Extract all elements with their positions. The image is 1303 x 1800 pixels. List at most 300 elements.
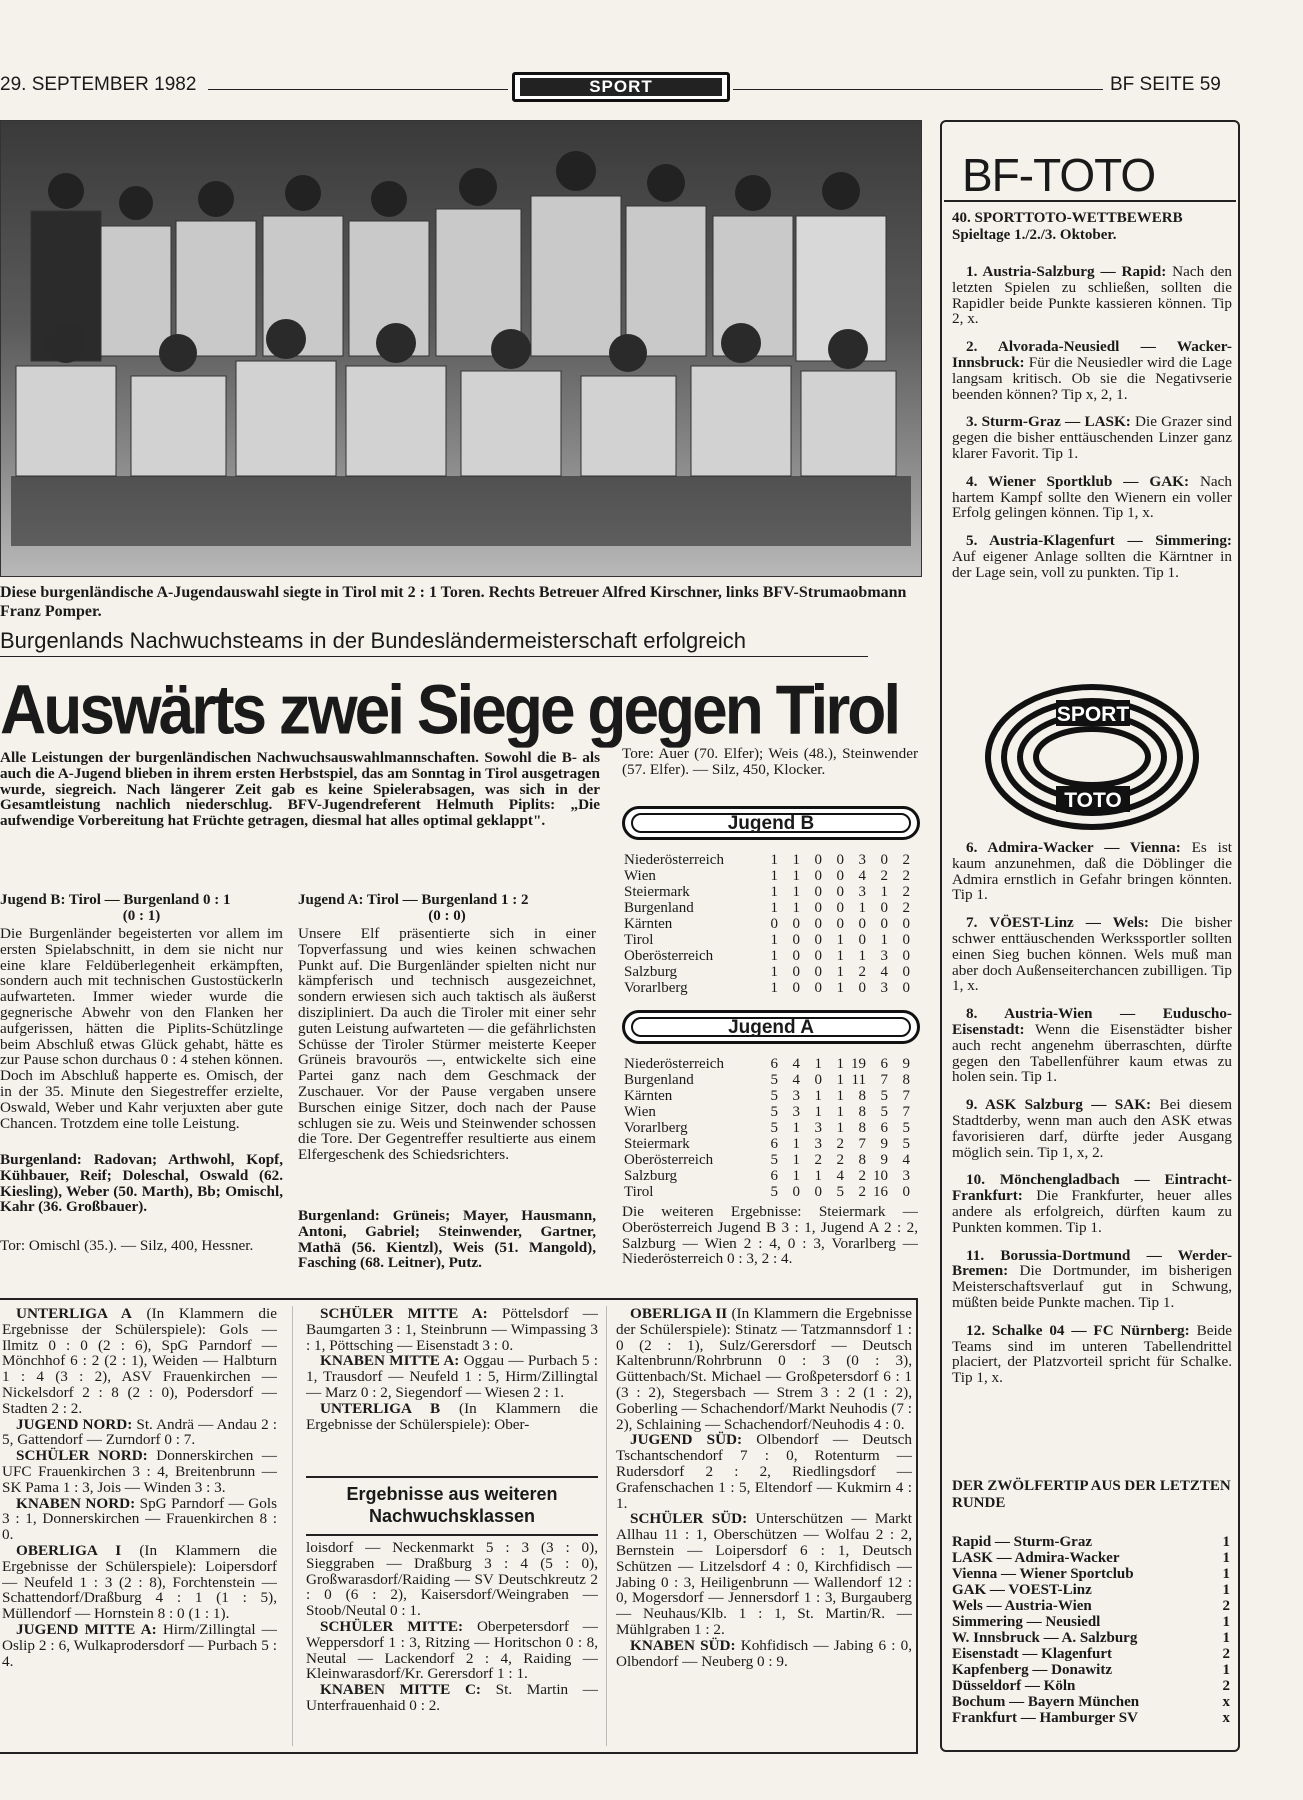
table-cell: 0 <box>814 1184 822 1200</box>
table-row <box>624 1152 920 1168</box>
zwoelfer-result: 2 <box>1222 1678 1230 1694</box>
table-row <box>624 1168 920 1184</box>
jugend-b-goals: Tor: Omischl (35.). — Silz, 400, Hessner. <box>0 1238 254 1254</box>
toto-tip-text: Auf eigener Anlage sollten die Kärntner in der Lage sein, voll zu punkten. Tip 1. <box>952 547 1232 581</box>
result-league: KNABEN SÜD: <box>630 1636 736 1654</box>
zwoelfer-result: 1 <box>1222 1630 1230 1646</box>
zwoelfer-match: Wels — Austria-Wien <box>952 1598 1092 1614</box>
jugend-b-halftime: (0 : 1) <box>122 908 161 924</box>
table-row <box>624 916 920 932</box>
toto-match: 1. Austria-Salzburg — Rapid: <box>966 264 1167 280</box>
result-text: (In Klammern die Ergebnisse der Schülerspiele): Ober- <box>306 1399 598 1433</box>
zwoelfer-row <box>952 1614 1230 1630</box>
result-league: JUGEND MITTE A: <box>16 1620 157 1638</box>
zwoelfer-match: W. Innsbruck — A. Salzburg <box>952 1630 1138 1646</box>
toto-tip-text: Beide Teams sind im unteren Tabellendrittel placiert, der Platzvorteil spricht für Schalke. Tip 1, x. <box>952 1321 1232 1387</box>
jugend-a-lineup: Burgenland: Grüneis; Mayer, Hausmann, Antoni, Gabriel; Steinwender, Gartner, Mathä (56. Kientzl), Weis (51. Mangold), Fasching (68. Leitner), Putz. <box>298 1208 596 1272</box>
table-cell: 1 <box>792 1152 800 1168</box>
results-column-2-top <box>306 1306 598 1470</box>
result-paragraph <box>306 1306 598 1353</box>
toto-tip <box>952 1006 1232 1085</box>
table-cell: 5 <box>880 1104 888 1120</box>
zwoelfer-result: 2 <box>1222 1598 1230 1614</box>
zwoelfer-match: Vienna — Wiener Sportclub <box>952 1566 1134 1582</box>
jugend-b-heading: Jugend B: Tirol — Burgenland 0 : 1 <box>0 892 231 908</box>
table-cell: 1 <box>792 1120 800 1136</box>
table-row <box>624 1120 920 1136</box>
table-cell: 7 <box>902 1104 910 1120</box>
result-text: loisdorf — Neckenmarkt 5 : 3 (3 : 0), Sieggraben — Draßburg 3 : 4 (5 : 0), Großwarasdorf/Raiding — SV Deutschkreutz 2 : 0 (6 : 2), Kaisersdorf/Weingraben — Stoob/Neutal 0 : 1. <box>306 1540 598 1620</box>
team-name: Niederösterreich <box>624 852 724 868</box>
table-cell: 5 <box>770 1152 778 1168</box>
result-text: Oberpetersdorf — Weppersdorf 1 : 3, Ritzing — Horitschon 0 : 8, Neutal — Lackendorf 2 : 4, Raiding — Kleinwarasdorf/Kr. Gerersdorf 1 : 1. <box>306 1617 598 1683</box>
team-photo-illustration <box>1 121 922 577</box>
table-cell: 5 <box>902 1136 910 1152</box>
table-cell: 1 <box>836 980 844 996</box>
zwoelfer-row <box>952 1534 1230 1550</box>
table-cell: 5 <box>880 1088 888 1104</box>
toto-tips-top <box>952 264 1232 674</box>
table-cell: 2 <box>858 1184 866 1200</box>
result-league: JUGEND SÜD: <box>630 1431 743 1449</box>
jugend-a-report: Unsere Elf präsentierte sich in einer Topverfassung und wies keinen schwachen Punkt auf. Die Burgenländer spielten nicht nur kämpferisch und technisch ausgezeichnet, sondern erwiesen sich auch taktisch als äußerst diszipliniert. Da auch die Tiroler mit einer sehr guten Leistung aufwarteten — die gefährlichsten Schüsse der Tiroler Stürmer meisterte Keeper Grüneis bravourös —, entwickelte sich eine Partei ganz nach dem Geschmack der Zuschauer. Vor der Pause vergaben unsere Burschen einige Sitzer, doch nach der Pause schlugen sie zu. Weis und Steinwender schossen die Tore. Der Gegentreffer resultierte aus einem Elfergeschenk des Schiedsrichters. <box>298 926 596 1164</box>
table-cell: 0 <box>792 932 800 948</box>
team-name: Kärnten <box>624 1088 673 1104</box>
table-cell: 1 <box>836 1120 844 1136</box>
zwoelfer-result: x <box>1222 1694 1230 1710</box>
zwoelfer-row <box>952 1710 1230 1726</box>
team-name: Tirol <box>624 932 654 948</box>
result-text: Hirm/Zillingtal — Oslip 2 : 6, Wulkaprodersdorf — Purbach 5 : 4. <box>2 1620 277 1670</box>
table-cell: 1 <box>770 948 778 964</box>
table-cell: 0 <box>902 980 910 996</box>
toto-tip <box>952 533 1232 580</box>
jugend-a-goals: Tore: Auer (70. Elfer); Weis (48.), Steinwender (57. Elfer). — Silz, 450, Klocker. <box>622 746 918 778</box>
table-cell: 5 <box>770 1184 778 1200</box>
table-cell: 0 <box>792 916 800 932</box>
table-cell: 1 <box>858 948 866 964</box>
table-cell: 1 <box>770 980 778 996</box>
table-cell: 1 <box>770 868 778 884</box>
table-cell: 9 <box>880 1152 888 1168</box>
zwoelfer-result: x <box>1222 1710 1230 1726</box>
table-cell: 4 <box>792 1056 800 1072</box>
zwoelfer-row <box>952 1694 1230 1710</box>
table-cell: 2 <box>836 1152 844 1168</box>
table-cell: 0 <box>836 884 844 900</box>
table-cell: 0 <box>836 916 844 932</box>
result-text: SpG Parndorf — Gols 3 : 1, Donnerskirchen — Frauenkirchen 8 : 0. <box>2 1494 277 1544</box>
further-results-text: Die weiteren Ergebnisse: Steiermark — Oberösterreich Jugend B 3 : 1, Jugend A 2 : 2, Salzburg — Wien 2 : 4, 0 : 3, Vorarlberg — Niederösterreich 0 : 3, 2 : 4. <box>622 1204 918 1268</box>
zwoelfer-match: Bochum — Bayern München <box>952 1694 1140 1710</box>
table-cell: 1 <box>836 1072 844 1088</box>
toto-tip-text: Für die Neusiedler wird die Lage langsam kritisch. Ob sie die Negativserie beenden können? Tip x, 2, 1. <box>952 353 1232 403</box>
team-name: Salzburg <box>624 964 678 980</box>
table-cell: 1 <box>770 852 778 868</box>
result-text: (In Klammern die Ergebnisse der Schülerspiele): Gols — Ilmitz 0 : 0 (2 : 6), SpG Parndorf — Mönchhof 6 : 2 (2 : 1), Weiden — Halbturn 1 : 4 (3 : 2), ASV Frauenkirchen — Nickelsdorf 2 : 8 (2 : 0), Podersdorf — Stadten 2 : 2. <box>2 1306 277 1417</box>
toto-title: BF-TOTO <box>962 149 1156 201</box>
result-league: OBERLIGA I <box>16 1541 122 1559</box>
table-row <box>624 964 920 980</box>
table-cell: 4 <box>858 868 866 884</box>
team-name: Oberösterreich <box>624 948 714 964</box>
result-league: OBERLIGA II <box>630 1306 728 1322</box>
result-league: JUGEND NORD: <box>16 1415 133 1433</box>
team-name: Vorarlberg <box>624 980 688 996</box>
toto-match: 4. Wiener Sportklub — GAK: <box>966 472 1190 490</box>
result-paragraph <box>616 1306 912 1432</box>
jugend-a-halftime: (0 : 0) <box>428 908 466 924</box>
table-cell: 4 <box>880 964 888 980</box>
jugend-a-heading: Jugend A: Tirol — Burgenland 1 : 2 <box>298 892 529 908</box>
result-paragraph <box>2 1543 277 1622</box>
toto-tip <box>952 414 1232 461</box>
table-row <box>624 868 920 884</box>
result-text: (In Klammern die Ergebnisse der Schülerspiele): Loipersdorf — Neufeld 1 : 3 (2 : 8), Forchtenstein — Schattendorf/Draßburg 4 : 1 (1 : 5), Müllendorf — Hornstein 8 : 0 (1 : 1). <box>2 1541 277 1623</box>
result-paragraph <box>306 1682 598 1714</box>
result-text: Kohfidisch — Jabing 6 : 0, Olbendorf — Neuberg 0 : 9. <box>616 1636 912 1670</box>
table-cell: 3 <box>792 1104 800 1120</box>
table-cell: 3 <box>792 1088 800 1104</box>
table-cell: 0 <box>880 900 888 916</box>
toto-tip-text: Wenn die Eisenstädter bisher auch recht angenehm überraschten, dürfte gegen den Tabellenführer kaum etwas zu holen sein. Tip 1. <box>952 1020 1232 1086</box>
toto-tip <box>952 1323 1232 1386</box>
result-paragraph <box>306 1619 598 1682</box>
table-cell: 2 <box>902 868 910 884</box>
toto-tip-text: Nach hartem Kampf sollte den Wienern ein voller Erfolg gelingen können. Tip 1, x. <box>952 472 1232 522</box>
result-paragraph <box>2 1306 277 1417</box>
table-row <box>624 1184 920 1200</box>
result-text: St. Andrä — Andau 2 : 5, Gattendorf — Zurndorf 0 : 7. <box>2 1415 277 1449</box>
toto-match: 3. Sturm-Graz — LASK: <box>966 413 1131 431</box>
toto-tip-text: Bei diesem Stadtderby, wenn man auch den ASK etwas favorisieren darf, dürfte jeder Ausgang möglich sein. Tip 1, x, 2. <box>952 1096 1232 1161</box>
result-text: St. Martin — Unterfrauenhaid 0 : 2. <box>306 1681 598 1714</box>
team-name: Kärnten <box>624 916 673 932</box>
zwoelfer-result: 2 <box>1222 1646 1230 1662</box>
table-cell: 0 <box>880 916 888 932</box>
table-cell: 9 <box>902 1056 910 1072</box>
zwoelfer-row <box>952 1646 1230 1662</box>
section-label: SPORT <box>520 78 722 96</box>
result-text: Olbendorf — Deutsch Tschantschendorf 7 : 0, Rotenturm — Rudersdorf 2 : 2, Riedlingsdorf — Grafenschachen 1 : 5, Eltendorf — Kukmirn 4 : 1. <box>616 1431 912 1512</box>
result-paragraph <box>616 1638 912 1670</box>
table-row <box>624 852 920 868</box>
table-b-title: Jugend B <box>631 813 911 833</box>
result-paragraph <box>616 1511 912 1637</box>
result-text: Unterschützen — Markt Allhau 11 : 1, Oberschützen — Wolfau 2 : 2, Bernstein — Loipersdorf 6 : 1, Deutsch Schützen — Litzelsdorf 4 : 0, Kirchfidisch — Jabing 0 : 3, Heiligenbrunn — Wallendorf 12 : 0, Mogersdorf — Jennersdorf 1 : 3, Burgauberg — Neuhaus/Klb. 1 : 1, St. Martin/R. — Mühlgraben 1 : 2. <box>616 1510 912 1638</box>
table-cell: 0 <box>814 852 822 868</box>
table-cell: 0 <box>902 1184 910 1200</box>
table-cell: 3 <box>880 980 888 996</box>
toto-tip <box>952 474 1232 521</box>
table-cell: 1 <box>880 932 888 948</box>
table-cell: 1 <box>814 1168 822 1184</box>
toto-tip <box>952 840 1232 903</box>
team-photo <box>0 120 922 577</box>
result-paragraph <box>2 1496 277 1543</box>
table-cell: 1 <box>836 1104 844 1120</box>
table-row <box>624 1104 920 1120</box>
table-row <box>624 1136 920 1152</box>
table-cell: 0 <box>814 900 822 916</box>
team-name: Burgenland <box>624 900 694 916</box>
table-cell: 1 <box>792 868 800 884</box>
table-cell: 1 <box>836 948 844 964</box>
table-cell: 8 <box>858 1088 866 1104</box>
table-a-label <box>622 1010 920 1044</box>
table-cell: 1 <box>836 964 844 980</box>
table-row <box>624 948 920 964</box>
result-text: (In Klammern die Ergebnisse der Schülerspiele): Stinatz — Tatzmannsdorf 1 : 0 (2 : 1), Sulz/Gerersdorf — Deutsch Kaltenbrunn/Rohrbrunn 0 : 3 (0 : 3), Güttenbach/St. Michael — Großpetersdorf 6 : 1 (3 : 2), Stegersbach — Strem 3 : 2 (1 : 2), Goberling — Schachendorf/Markt Neuhodis (7 : 2), Schlaining — Schachendorf/Neuhodis 4 : 0. <box>616 1306 912 1433</box>
table-cell: 1 <box>792 1136 800 1152</box>
table-cell: 2 <box>880 868 888 884</box>
table-cell: 1 <box>770 932 778 948</box>
toto-match: 11. Borussia-Dortmund — Werder-Bremen: <box>952 1246 1232 1280</box>
table-cell: 7 <box>858 1136 866 1152</box>
zwoelfer-match: Kapfenberg — Donawitz <box>952 1662 1112 1678</box>
table-cell: 2 <box>902 900 910 916</box>
table-cell: 6 <box>880 1120 888 1136</box>
table-cell: 1 <box>792 852 800 868</box>
table-cell: 1 <box>836 1056 844 1072</box>
table-cell: 10 <box>873 1168 888 1184</box>
result-league: SCHÜLER SÜD: <box>630 1510 748 1528</box>
zwoelfer-result: 1 <box>1222 1550 1230 1566</box>
toto-tip-text: Die Frankfurter, heuer alles andere als erfolgreich, dürften kaum zu Punkten kommen. Tip 1. <box>952 1187 1232 1236</box>
photo-caption: Diese burgenländische A-Jugendauswahl siegte in Tirol mit 2 : 1 Toren. Rechts Betreuer Alfred Kirschner, links BFV-Strumaobmann Franz Pomper. <box>0 584 907 620</box>
toto-title-rule <box>944 200 1236 202</box>
toto-matchdays: Spieltage 1./2./3. Oktober. <box>952 227 1117 243</box>
table-cell: 1 <box>858 900 866 916</box>
zwoelfer-match: LASK — Admira-Wacker <box>952 1550 1120 1566</box>
results-column-2-bottom <box>306 1540 598 1750</box>
table-cell: 11 <box>851 1072 866 1088</box>
toto-match: 6. Admira-Wacker — Vienna: <box>966 840 1181 856</box>
result-league: KNABEN MITTE A: <box>320 1352 460 1370</box>
team-name: Steiermark <box>624 884 690 900</box>
result-league: KNABEN MITTE C: <box>320 1681 481 1699</box>
zwoelfer-row <box>952 1550 1230 1566</box>
table-cell: 1 <box>880 884 888 900</box>
table-cell: 2 <box>858 1168 866 1184</box>
table-cell: 3 <box>858 852 866 868</box>
table-cell: 1 <box>770 884 778 900</box>
zwoelfer-row <box>952 1630 1230 1646</box>
table-cell: 2 <box>814 1152 822 1168</box>
toto-tip-text: Es ist kaum anzunehmen, daß die Döblinger die Admira ernstlich in Gefahr bringen könnten. Tip 1. <box>952 840 1232 904</box>
result-league: SCHÜLER MITTE: <box>320 1617 464 1635</box>
result-paragraph <box>2 1448 277 1495</box>
table-cell: 0 <box>792 980 800 996</box>
toto-match: 2. Alvorada-Neusiedl — Wacker-Innsbruck: <box>952 338 1232 371</box>
toto-tip-text: Die Grazer sind gegen die bisher enttäuschenden Linzer ganz klarer Favorit. Tip 1. <box>952 413 1232 462</box>
zwoelfer-match: Eisenstadt — Klagenfurt <box>952 1646 1113 1662</box>
result-text: Pöttelsdorf — Baumgarten 3 : 1, Steinbrunn — Wimpassing 3 : 1, Pöttsching — Eisenstadt 3 : 0. <box>306 1306 598 1354</box>
table-cell: 5 <box>770 1104 778 1120</box>
result-paragraph <box>306 1353 598 1400</box>
table-cell: 3 <box>858 884 866 900</box>
zwoelfer-title: DER ZWÖLFERTIP AUS DER LETZTEN RUNDE <box>952 1478 1231 1511</box>
zwoelfer-row <box>952 1598 1230 1614</box>
table-cell: 1 <box>836 932 844 948</box>
table-cell: 0 <box>902 948 910 964</box>
jugend-b-table <box>624 852 920 1002</box>
result-paragraph <box>306 1540 598 1619</box>
table-row <box>624 900 920 916</box>
zwoelfer-result: 1 <box>1222 1582 1230 1598</box>
toto-tip <box>952 1097 1232 1160</box>
table-cell: 0 <box>902 932 910 948</box>
table-cell: 0 <box>814 980 822 996</box>
toto-tip <box>952 264 1232 327</box>
team-name: Steiermark <box>624 1136 690 1152</box>
table-cell: 6 <box>770 1136 778 1152</box>
table-cell: 5 <box>770 1072 778 1088</box>
zwoelfer-match: Düsseldorf — Köln <box>952 1678 1076 1694</box>
sport-toto-logo-art <box>984 682 1200 832</box>
team-name: Tirol <box>624 1184 654 1200</box>
table-cell: 1 <box>770 964 778 980</box>
logo-word-toto: TOTO <box>1064 789 1122 812</box>
table-cell: 0 <box>814 948 822 964</box>
zwoelfer-result: 1 <box>1222 1614 1230 1630</box>
page-number: BF SEITE 59 <box>1110 74 1221 95</box>
zwoelfer-result: 1 <box>1222 1662 1230 1678</box>
table-cell: 0 <box>858 980 866 996</box>
table-cell: 1 <box>814 1056 822 1072</box>
table-cell: 0 <box>836 900 844 916</box>
table-cell: 0 <box>792 964 800 980</box>
table-cell: 4 <box>792 1072 800 1088</box>
toto-match: 5. Austria-Klagenfurt — Simmering: <box>966 532 1232 550</box>
kicker-underline <box>0 656 868 657</box>
table-cell: 1 <box>770 900 778 916</box>
results-divider-2 <box>606 1306 607 1746</box>
table-cell: 3 <box>814 1120 822 1136</box>
article-headline: Auswärts zwei Siege gegen Tirol <box>0 672 899 748</box>
table-cell: 6 <box>770 1056 778 1072</box>
toto-match: 12. Schalke 04 — FC Nürnberg: <box>966 1321 1190 1339</box>
table-cell: 8 <box>858 1120 866 1136</box>
zwoelfer-match: Rapid — Sturm-Graz <box>952 1534 1092 1550</box>
header-rule-left <box>208 89 508 90</box>
table-cell: 0 <box>858 916 866 932</box>
table-cell: 8 <box>858 1152 866 1168</box>
zwoelfer-match: Frankfurt — Hamburger SV <box>952 1710 1138 1726</box>
result-text: Donnerskirchen — UFC Frauenkirchen 3 : 4, Breitenbrunn — SK Pama 1 : 3, Jois — Winden 3 : 3. <box>2 1447 277 1496</box>
table-cell: 2 <box>858 964 866 980</box>
result-paragraph <box>2 1622 277 1669</box>
table-row <box>624 884 920 900</box>
table-row <box>624 1072 920 1088</box>
team-name: Niederösterreich <box>624 1056 724 1072</box>
table-cell: 6 <box>880 1056 888 1072</box>
table-cell: 5 <box>836 1184 844 1200</box>
table-cell: 1 <box>792 884 800 900</box>
toto-tip-text: Nach den letzten Spielen zu schließen, sollten die Rapidler beide Punkte kassieren können. Tip 2, x. <box>952 264 1232 328</box>
team-name: Wien <box>624 868 656 884</box>
toto-tip <box>952 1172 1232 1235</box>
results-box-header <box>306 1476 598 1536</box>
team-name: Oberösterreich <box>624 1152 714 1168</box>
results-column-3 <box>616 1306 912 1750</box>
results-divider-1 <box>292 1306 293 1746</box>
results-column-1 <box>2 1306 277 1750</box>
section-badge <box>512 72 730 102</box>
table-cell: 0 <box>814 916 822 932</box>
table-cell: 1 <box>792 1168 800 1184</box>
zwoelfer-row <box>952 1662 1230 1678</box>
zwoelfer-result: 1 <box>1222 1566 1230 1582</box>
table-cell: 2 <box>836 1136 844 1152</box>
table-cell: 0 <box>814 868 822 884</box>
team-name: Burgenland <box>624 1072 694 1088</box>
table-cell: 5 <box>770 1120 778 1136</box>
table-cell: 0 <box>770 916 778 932</box>
table-cell: 0 <box>836 852 844 868</box>
table-cell: 0 <box>814 964 822 980</box>
toto-tip <box>952 915 1232 994</box>
team-name: Salzburg <box>624 1168 678 1184</box>
result-paragraph <box>306 1401 598 1433</box>
toto-tips-bottom <box>952 840 1232 1476</box>
table-cell: 7 <box>880 1072 888 1088</box>
table-cell: 5 <box>770 1088 778 1104</box>
table-cell: 4 <box>902 1152 910 1168</box>
table-row <box>624 980 920 996</box>
table-cell: 0 <box>880 852 888 868</box>
table-cell: 1 <box>814 1104 822 1120</box>
article-kicker: Burgenlands Nachwuchsteams in der Bundesländermeisterschaft erfolgreich <box>0 628 746 653</box>
result-league: UNTERLIGA B <box>320 1399 441 1417</box>
logo-word-sport: SPORT <box>1056 703 1130 726</box>
table-cell: 0 <box>902 916 910 932</box>
result-league: UNTERLIGA A <box>16 1306 132 1322</box>
table-cell: 1 <box>836 1088 844 1104</box>
table-a-title: Jugend A <box>631 1017 911 1037</box>
team-name: Wien <box>624 1104 656 1120</box>
zwoelfer-row <box>952 1566 1230 1582</box>
table-cell: 1 <box>792 900 800 916</box>
zwoelfer-match: Simmering — Neusiedl <box>952 1614 1101 1630</box>
toto-tip-text: Die bisher schwer enttäuschenden Werkssportler sollten einen Sieg buchen können. Wels muß man aber doch Außenseiterchancen zubilligen. Tip 1, x. <box>952 914 1232 995</box>
jugend-a-table <box>624 1056 920 1206</box>
table-cell: 0 <box>814 932 822 948</box>
table-cell: 5 <box>902 1120 910 1136</box>
table-cell: 1 <box>814 1088 822 1104</box>
toto-match: 8. Austria-Wien — Euduscho-Eisenstadt: <box>952 1005 1232 1038</box>
table-cell: 7 <box>902 1088 910 1104</box>
table-cell: 9 <box>880 1136 888 1152</box>
toto-match: 7. VÖEST-Linz — Wels: <box>966 914 1149 932</box>
table-cell: 19 <box>851 1056 866 1072</box>
result-paragraph <box>2 1417 277 1449</box>
zwoelfer-result: 1 <box>1222 1534 1230 1550</box>
zwoelfer-match: GAK — VOEST-Linz <box>952 1582 1092 1598</box>
jugend-b-report: Die Burgenländer begeisterten vor allem im ersten Spielabschnitt, in dem sie nicht nur eine klare Feldüberlegenheit erkämpften, sondern auch mit technischen Gustostückerln aufwarteten. Immer wieder wurde die gegnerische Abwehr von den Flanken her aufgerissen, hätten die Piplits-Schützlinge beim Abschluß etwas Glück gehabt, hätte es zur Pause schon durchaus 0 : 4 stehen können. Doch im Abschluß happerte es. Omisch, der in der 35. Minute den Siegestreffer erzielte, Oswald, Weber und Kahr verjuxten aber gute Chancen. Trotzdem eine tolle Leistung. <box>0 926 283 1132</box>
toto-subtitle: 40. SPORTTOTO-WETTBEWERB <box>952 210 1183 226</box>
zwoelfer-list <box>952 1534 1232 1744</box>
table-b-label <box>622 806 920 840</box>
table-row <box>624 1056 920 1072</box>
results-box-title-2: Nachwuchsklassen <box>368 1506 536 1526</box>
results-box-title-1: Ergebnisse aus weiteren <box>346 1484 558 1504</box>
table-cell: 3 <box>880 948 888 964</box>
zwoelfer-row <box>952 1582 1230 1598</box>
table-cell: 2 <box>902 852 910 868</box>
table-cell: 0 <box>814 884 822 900</box>
header-rule-right <box>733 89 1103 90</box>
